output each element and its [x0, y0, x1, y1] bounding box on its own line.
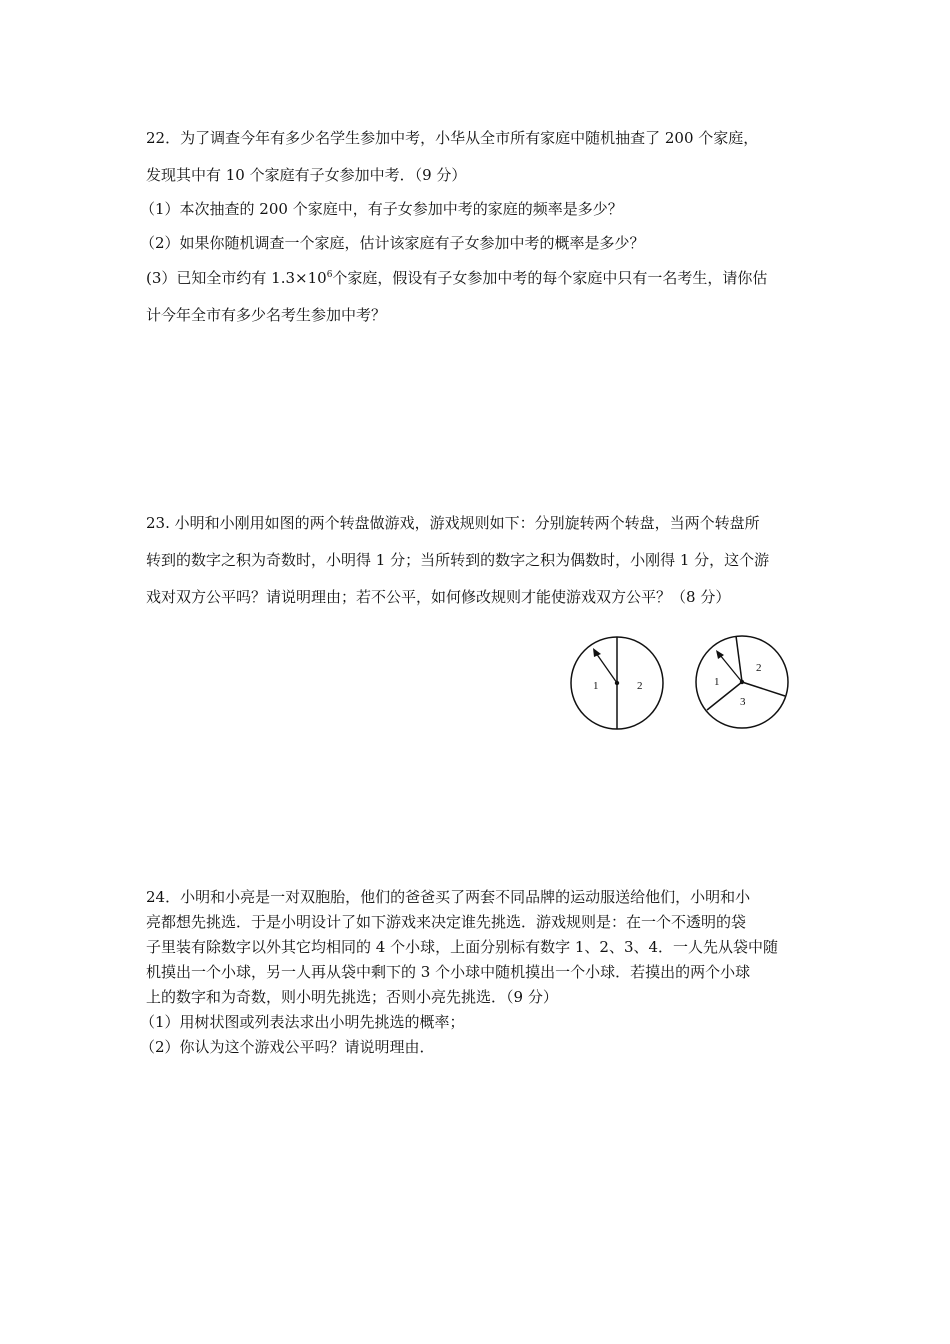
q23-line-2: 转到的数字之积为奇数时，小明得 1 分；当所转到的数字之积为偶数时，小刚得 1 分，这个游	[146, 551, 770, 569]
q22-line-1: 22．为了调查今年有多少名学生参加中考，小华从全市所有家庭中随机抽查了 200 个家庭，	[146, 129, 759, 147]
q22-sub-3-part-a: (3）已知全市约有 1.3×10	[146, 269, 327, 287]
q22-sub-1: （1）本次抽查的 200 个家庭中，有子女参加中考的家庭的频率是多少？	[140, 200, 623, 218]
q24-line-4: 机摸出一个小球，另一人再从袋中剩下的 3 个小球中随机摸出一个小球．若摸出的两个小球	[146, 963, 751, 981]
q22-sub-3-exponent: 6	[326, 270, 333, 280]
spinner-b-label-1: 1	[714, 676, 720, 688]
q22-sub-3	[146, 268, 767, 288]
spinner-b-label-3: 3	[740, 696, 746, 708]
spinner-a-label-1: 1	[593, 680, 599, 692]
spinner-a	[571, 637, 663, 729]
spinner-b	[696, 636, 788, 728]
q24-sub-1: （1）用树状图或列表法求出小明先挑选的概率；	[140, 1013, 465, 1031]
spinner-b-divider-3	[707, 682, 742, 710]
q22-sub-3-line-2: 计今年全市有多少名考生参加中考？	[146, 306, 387, 324]
q24-line-2: 亮都想先挑选．于是小明设计了如下游戏来决定谁先挑选．游戏规则是：在一个不透明的袋	[146, 913, 747, 931]
q24-line-1: 24．小明和小亮是一对双胞胎，他们的爸爸买了两套不同品牌的运动服送给他们，小明和小	[146, 888, 751, 906]
q24-sub-2: （2）你认为这个游戏公平吗？请说明理由．	[140, 1038, 435, 1056]
spinner-a-label-2: 2	[637, 680, 643, 692]
spinner-a-arrow	[596, 653, 617, 683]
q22-sub-2: （2）如果你随机调查一个家庭，估计该家庭有子女参加中考的概率是多少？	[140, 234, 645, 252]
q22-sub-3-part-b: 个家庭，假设有子女参加中考的每个家庭中只有一名考生，请你估	[332, 269, 768, 287]
spinner-a-pivot	[615, 681, 619, 685]
spinner-a-arrowhead	[593, 648, 601, 657]
spinner-b-divider-2	[742, 682, 785, 696]
q23-line-1: 23. 小明和小刚用如图的两个转盘做游戏，游戏规则如下：分别旋转两个转盘，当两个转盘所	[146, 514, 760, 532]
q24-line-3: 子里装有除数字以外其它均相同的 4 个小球，上面分别标有数字 1、2、3、4．一人先从袋中随	[146, 938, 779, 956]
spinner-b-pivot	[740, 680, 744, 684]
spinner-b-label-2: 2	[756, 662, 762, 674]
q23-line-3: 戏对双方公平吗？请说明理由；若不公平，如何修改规则才能使游戏双方公平？（8 分）	[146, 588, 731, 606]
spinners-figure	[560, 630, 800, 735]
q22-line-2: 发现其中有 10 个家庭有子女参加中考．（9 分）	[146, 166, 467, 184]
q24-line-5: 上的数字和为奇数，则小明先挑选；否则小亮先挑选．（9 分）	[146, 988, 558, 1006]
